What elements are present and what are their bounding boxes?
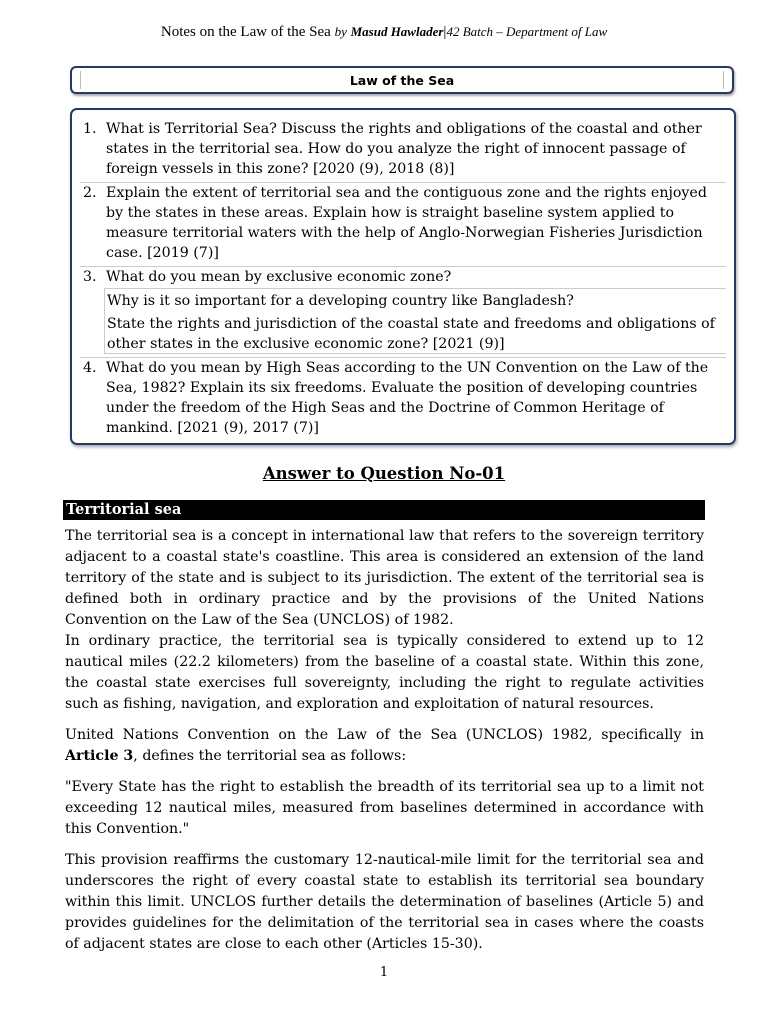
question-text: What is Territorial Sea? Discuss the rights and obligations of the coastal and other states in the territorial sea. How do you analyze the right of innocent passage of foreign vessels in this zone? [2020 (9), 2018 (8)] xyxy=(106,121,702,177)
paragraph xyxy=(65,725,704,767)
question-number: 2. xyxy=(83,185,97,201)
question-item xyxy=(80,183,726,267)
question-3-sub-line-1: Why is it so important for a developing country like Bangladesh? xyxy=(107,293,574,309)
section-title: Territorial sea xyxy=(63,500,705,520)
page-header xyxy=(0,24,768,41)
paragraph: In ordinary practice, the territorial sea is typically considered to extend up to 12 nautical miles (22.2 kilometers) from the baseline of a coastal state. Within this zone, the coastal state exercises full sovereignty, including the right to regulate activities such as fishing, navigation, and exploration and exploitation of natural resources. xyxy=(65,633,704,712)
paragraph-text: , defines the territorial sea as follows: xyxy=(133,748,407,764)
question-item xyxy=(80,119,726,183)
question-text: What do you mean by High Seas according to the UN Convention on the Law of the Sea, 1982? Explain its six freedoms. Evaluate the position of developing countries under the freedom of the High Seas and the Doctrine of Common Heritage of mankind. [2021 (9), 2017 (7)] xyxy=(106,360,709,436)
article-reference: Article 3 xyxy=(65,748,134,764)
title-box xyxy=(70,66,734,94)
header-by: by xyxy=(334,24,347,39)
question-text: What do you mean by exclusive economic zone? xyxy=(106,269,452,285)
question-number: 3. xyxy=(83,269,97,285)
title-box-label: Law of the Sea xyxy=(80,71,724,89)
questions-box xyxy=(70,108,736,445)
page-number: 1 xyxy=(379,965,389,980)
header-batch: 42 Batch – Department of Law xyxy=(446,24,608,39)
paragraph: This provision reaffirms the customary 12-nautical-mile limit for the territorial sea and underscores the right of every coastal state to establish its territorial sea boundary within this limit. UNCLOS further details the determination of baselines (Article 5) and provides guidelines for the delimitation of the territorial sea in cases where the coasts of adjacent states are close to each other (Articles 15-30). xyxy=(65,852,704,952)
question-number: 1. xyxy=(83,121,97,137)
question-3-subparts xyxy=(104,288,726,354)
question-item xyxy=(80,357,726,438)
quoted-paragraph: "Every State has the right to establish the breadth of its territorial sea up to a limit not exceeding 12 nautical miles, measured from baselines determined in accordance with this Convention." xyxy=(65,779,704,837)
header-author: Masud Hawlader xyxy=(350,24,444,39)
header-separator: | xyxy=(443,24,447,40)
question-number: 4. xyxy=(83,360,97,376)
header-title: Notes on the Law of the Sea xyxy=(160,24,331,40)
question-text: Explain the extent of territorial sea and the contiguous zone and the rights enjoyed by the states in these areas. Explain how is straight baseline system applied to measure territorial waters with the help of Anglo-Norwegian Fisheries Jurisdiction case. [2019 (7)] xyxy=(106,185,707,261)
answer-heading: Answer to Question No-01 xyxy=(262,464,506,483)
paragraph: The territorial sea is a concept in international law that refers to the sovereign territory adjacent to a coastal state's coastline. This area is considered an extension of the land territory of the state and is subject to its jurisdiction. The extent of the territorial sea is defined both in ordinary practice and by the provisions of the United Nations Convention on the Law of the Sea (UNCLOS) of 1982. xyxy=(65,528,704,628)
question-item xyxy=(80,267,726,288)
question-3-sub-line-2: State the rights and jurisdiction of the coastal state and freedoms and obligations of other states in the exclusive economic zone? [2021 (9)] xyxy=(107,316,715,352)
paragraph-text: United Nations Convention on the Law of the Sea (UNCLOS) 1982, specifically in xyxy=(65,727,704,743)
